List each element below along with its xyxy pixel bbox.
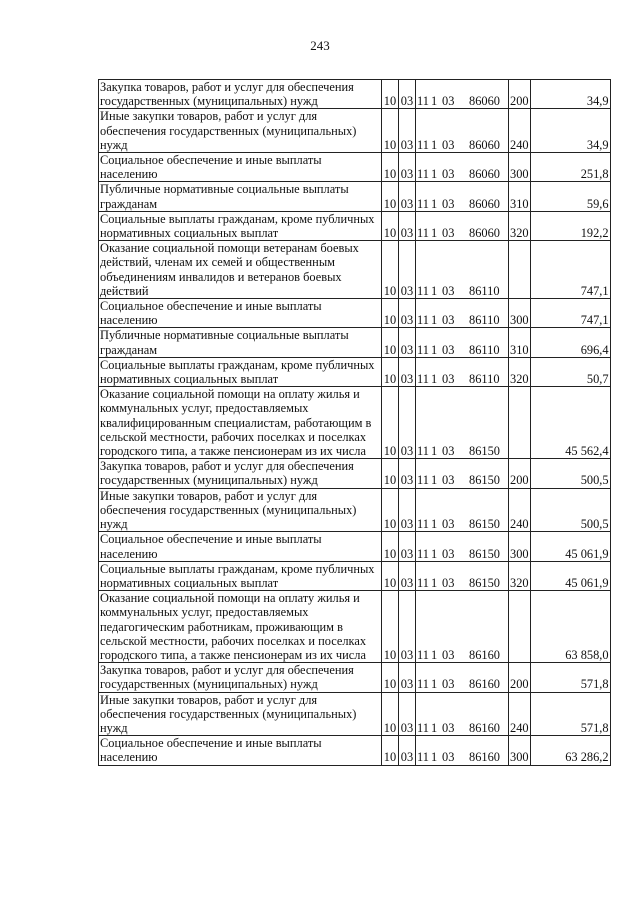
table-row: [99, 591, 611, 663]
subsection-code: 03: [399, 109, 416, 153]
section-code: 10: [382, 591, 399, 663]
direction-code: 86150: [469, 517, 500, 532]
program-code: 11: [417, 720, 429, 735]
target-article-code: [416, 532, 509, 561]
row-description: Оказание социальной помощи на оплату жилья и коммунальных услуг, предоставляемых педагогическим работникам, проживающим в сельской местности, рабочих поселках и поселках городского типа, а также пенсионерам из их числа: [99, 591, 382, 663]
direction-code: 86060: [469, 196, 500, 211]
expense-type-code: 300: [509, 736, 531, 765]
budget-table: [98, 79, 611, 766]
activity-code: 03: [442, 473, 455, 488]
subsection-code: 03: [399, 357, 416, 386]
activity-code: 03: [442, 720, 455, 735]
subsection-code: 03: [399, 488, 416, 532]
subsection-code: 03: [399, 532, 416, 561]
section-code: 10: [382, 736, 399, 765]
row-description: Социальное обеспечение и иные выплаты населению: [99, 736, 382, 765]
subsection-code: 03: [399, 591, 416, 663]
target-article-code: [416, 488, 509, 532]
subprogram-code: 1: [431, 444, 438, 459]
expense-type-code: 240: [509, 692, 531, 736]
program-code: 11: [417, 196, 429, 211]
subsection-code: 03: [399, 80, 416, 109]
row-description: Закупка товаров, работ и услуг для обеспечения государственных (муниципальных) нужд: [99, 80, 382, 109]
target-article-code: [416, 387, 509, 459]
direction-code: 86150: [469, 546, 500, 561]
row-description: Социальное обеспечение и иные выплаты населению: [99, 532, 382, 561]
row-description: Публичные нормативные социальные выплаты гражданам: [99, 182, 382, 211]
section-code: 10: [382, 153, 399, 182]
subsection-code: 03: [399, 153, 416, 182]
subprogram-code: 1: [431, 342, 438, 357]
section-code: 10: [382, 387, 399, 459]
section-code: 10: [382, 211, 399, 240]
direction-code: 86110: [469, 283, 500, 298]
direction-code: 86160: [469, 677, 500, 692]
amount: 696,4: [530, 328, 610, 357]
subsection-code: 03: [399, 663, 416, 692]
amount: 34,9: [530, 80, 610, 109]
subsection-code: 03: [399, 561, 416, 590]
target-article-code: [416, 736, 509, 765]
subprogram-code: 1: [431, 196, 438, 211]
row-description: Оказание социальной помощи на оплату жилья и коммунальных услуг, предоставляемых квалифицированным специалистам, работающим в сельской местности, рабочих поселках и поселках городского типа, а также пенсионерам из их числа: [99, 387, 382, 459]
activity-code: 03: [442, 313, 455, 328]
table-row: [99, 153, 611, 182]
amount: 747,1: [530, 241, 610, 299]
expense-type-code: 240: [509, 488, 531, 532]
program-code: 11: [417, 313, 429, 328]
subsection-code: 03: [399, 299, 416, 328]
activity-code: 03: [442, 517, 455, 532]
target-article-code: [416, 663, 509, 692]
activity-code: 03: [442, 647, 455, 662]
page-number: 243: [310, 38, 330, 53]
row-description: Закупка товаров, работ и услуг для обеспечения государственных (муниципальных) нужд: [99, 663, 382, 692]
table-row: [99, 357, 611, 386]
table-row: [99, 211, 611, 240]
row-description: Социальные выплаты гражданам, кроме публичных нормативных социальных выплат: [99, 211, 382, 240]
target-article-code: [416, 109, 509, 153]
expense-type-code: [509, 591, 531, 663]
table-row: [99, 663, 611, 692]
target-article-code: [416, 692, 509, 736]
section-code: 10: [382, 109, 399, 153]
row-description: Иные закупки товаров, работ и услуг для обеспечения государственных (муниципальных) нужд: [99, 692, 382, 736]
amount: 63 858,0: [530, 591, 610, 663]
target-article-code: [416, 211, 509, 240]
section-code: 10: [382, 663, 399, 692]
table-row: [99, 182, 611, 211]
amount: 50,7: [530, 357, 610, 386]
expense-type-code: 320: [509, 357, 531, 386]
row-description: Публичные нормативные социальные выплаты гражданам: [99, 328, 382, 357]
program-code: 11: [417, 750, 429, 765]
subsection-code: 03: [399, 387, 416, 459]
activity-code: 03: [442, 750, 455, 765]
subprogram-code: 1: [431, 137, 438, 152]
direction-code: 86160: [469, 720, 500, 735]
subprogram-code: 1: [431, 546, 438, 561]
target-article-code: [416, 328, 509, 357]
subprogram-code: 1: [431, 647, 438, 662]
amount: 45 061,9: [530, 532, 610, 561]
activity-code: 03: [442, 677, 455, 692]
activity-code: 03: [442, 575, 455, 590]
subsection-code: 03: [399, 241, 416, 299]
table-row: [99, 459, 611, 488]
expense-type-code: 320: [509, 561, 531, 590]
row-description: Иные закупки товаров, работ и услуг для обеспечения государственных (муниципальных) нужд: [99, 488, 382, 532]
program-code: 11: [417, 94, 429, 109]
section-code: 10: [382, 299, 399, 328]
direction-code: 86160: [469, 750, 500, 765]
row-description: Социальное обеспечение и иные выплаты населению: [99, 153, 382, 182]
activity-code: 03: [442, 137, 455, 152]
direction-code: 86150: [469, 444, 500, 459]
activity-code: 03: [442, 444, 455, 459]
program-code: 11: [417, 167, 429, 182]
expense-type-code: [509, 387, 531, 459]
subsection-code: 03: [399, 459, 416, 488]
target-article-code: [416, 299, 509, 328]
subprogram-code: 1: [431, 167, 438, 182]
table-row: [99, 692, 611, 736]
section-code: 10: [382, 561, 399, 590]
program-code: 11: [417, 342, 429, 357]
activity-code: 03: [442, 283, 455, 298]
expense-type-code: 200: [509, 459, 531, 488]
subprogram-code: 1: [431, 94, 438, 109]
subsection-code: 03: [399, 182, 416, 211]
target-article-code: [416, 80, 509, 109]
amount: 45 061,9: [530, 561, 610, 590]
amount: 63 286,2: [530, 736, 610, 765]
activity-code: 03: [442, 372, 455, 387]
subprogram-code: 1: [431, 473, 438, 488]
amount: 251,8: [530, 153, 610, 182]
subprogram-code: 1: [431, 283, 438, 298]
activity-code: 03: [442, 546, 455, 561]
amount: 34,9: [530, 109, 610, 153]
program-code: 11: [417, 444, 429, 459]
row-description: Иные закупки товаров, работ и услуг для обеспечения государственных (муниципальных) нужд: [99, 109, 382, 153]
expense-type-code: 200: [509, 80, 531, 109]
table-row: [99, 328, 611, 357]
expense-type-code: 310: [509, 182, 531, 211]
subprogram-code: 1: [431, 372, 438, 387]
direction-code: 86160: [469, 647, 500, 662]
subprogram-code: 1: [431, 677, 438, 692]
section-code: 10: [382, 182, 399, 211]
table-row: [99, 299, 611, 328]
row-description: Оказание социальной помощи ветеранам боевых действий, членам их семей и общественным объединениям инвалидов и ветеранов боевых действий: [99, 241, 382, 299]
expense-type-code: 300: [509, 532, 531, 561]
target-article-code: [416, 357, 509, 386]
expense-type-code: [509, 241, 531, 299]
expense-type-code: 300: [509, 299, 531, 328]
expense-type-code: 300: [509, 153, 531, 182]
subprogram-code: 1: [431, 750, 438, 765]
subprogram-code: 1: [431, 517, 438, 532]
table-body: [99, 80, 611, 766]
table-row: [99, 387, 611, 459]
section-code: 10: [382, 692, 399, 736]
table-row: [99, 561, 611, 590]
expense-type-code: 200: [509, 663, 531, 692]
amount: 571,8: [530, 663, 610, 692]
activity-code: 03: [442, 342, 455, 357]
direction-code: 86110: [469, 372, 500, 387]
direction-code: 86150: [469, 473, 500, 488]
activity-code: 03: [442, 226, 455, 241]
subsection-code: 03: [399, 211, 416, 240]
row-description: Социальное обеспечение и иные выплаты населению: [99, 299, 382, 328]
program-code: 11: [417, 546, 429, 561]
section-code: 10: [382, 328, 399, 357]
amount: 500,5: [530, 459, 610, 488]
section-code: 10: [382, 459, 399, 488]
program-code: 11: [417, 372, 429, 387]
table-row: [99, 736, 611, 765]
section-code: 10: [382, 488, 399, 532]
direction-code: 86060: [469, 137, 500, 152]
direction-code: 86150: [469, 575, 500, 590]
expense-type-code: 320: [509, 211, 531, 240]
target-article-code: [416, 153, 509, 182]
table-row: [99, 532, 611, 561]
subprogram-code: 1: [431, 575, 438, 590]
table-row: [99, 488, 611, 532]
program-code: 11: [417, 575, 429, 590]
subprogram-code: 1: [431, 226, 438, 241]
target-article-code: [416, 591, 509, 663]
table-row: [99, 80, 611, 109]
direction-code: 86060: [469, 94, 500, 109]
subsection-code: 03: [399, 328, 416, 357]
row-description: Социальные выплаты гражданам, кроме публичных нормативных социальных выплат: [99, 561, 382, 590]
amount: 192,2: [530, 211, 610, 240]
activity-code: 03: [442, 196, 455, 211]
amount: 747,1: [530, 299, 610, 328]
table-row: [99, 109, 611, 153]
subprogram-code: 1: [431, 720, 438, 735]
program-code: 11: [417, 137, 429, 152]
section-code: 10: [382, 357, 399, 386]
expense-type-code: 310: [509, 328, 531, 357]
program-code: 11: [417, 226, 429, 241]
amount: 59,6: [530, 182, 610, 211]
subsection-code: 03: [399, 736, 416, 765]
program-code: 11: [417, 517, 429, 532]
table-row: [99, 241, 611, 299]
program-code: 11: [417, 677, 429, 692]
amount: 571,8: [530, 692, 610, 736]
section-code: 10: [382, 80, 399, 109]
target-article-code: [416, 459, 509, 488]
program-code: 11: [417, 647, 429, 662]
expense-type-code: 240: [509, 109, 531, 153]
amount: 45 562,4: [530, 387, 610, 459]
target-article-code: [416, 241, 509, 299]
program-code: 11: [417, 473, 429, 488]
section-code: 10: [382, 532, 399, 561]
activity-code: 03: [442, 94, 455, 109]
subsection-code: 03: [399, 692, 416, 736]
activity-code: 03: [442, 167, 455, 182]
direction-code: 86110: [469, 313, 500, 328]
target-article-code: [416, 182, 509, 211]
row-description: Социальные выплаты гражданам, кроме публичных нормативных социальных выплат: [99, 357, 382, 386]
target-article-code: [416, 561, 509, 590]
direction-code: 86060: [469, 167, 500, 182]
direction-code: 86110: [469, 342, 500, 357]
section-code: 10: [382, 241, 399, 299]
direction-code: 86060: [469, 226, 500, 241]
amount: 500,5: [530, 488, 610, 532]
row-description: Закупка товаров, работ и услуг для обеспечения государственных (муниципальных) нужд: [99, 459, 382, 488]
subprogram-code: 1: [431, 313, 438, 328]
program-code: 11: [417, 283, 429, 298]
